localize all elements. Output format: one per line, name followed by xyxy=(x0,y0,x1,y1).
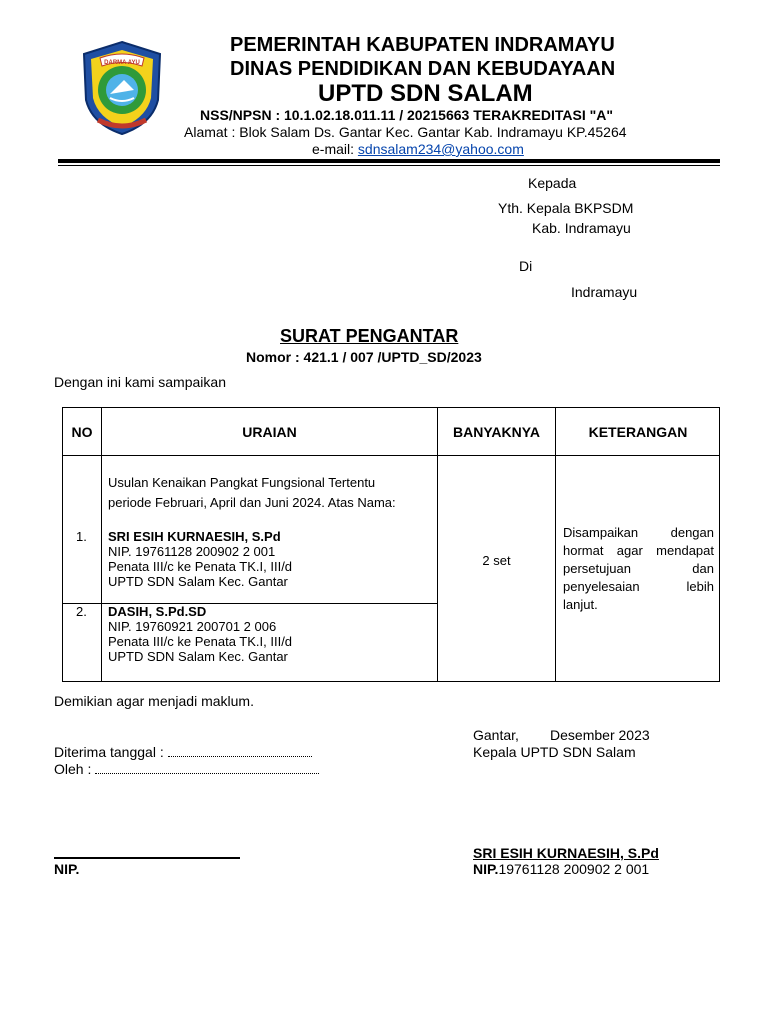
letterhead-email xyxy=(312,141,524,157)
svg-text:DARMA AYU: DARMA AYU xyxy=(104,60,140,66)
letter-title: SURAT PENGANTAR xyxy=(280,326,459,346)
email-link[interactable]: sdnsalam234@yahoo.com xyxy=(357,141,524,157)
signature-position: Kepala UPTD SDN Salam xyxy=(473,744,636,760)
row-no-1: 1. xyxy=(76,529,87,544)
signature-nip xyxy=(473,861,649,877)
employee-name: DASIH, S.Pd.SD xyxy=(108,604,207,619)
recipient-kab: Kab. Indramayu xyxy=(532,220,631,236)
receiver-signature-line xyxy=(54,857,240,859)
letter-number: Nomor : 421.1 / 007 /UPTD_SD/2023 xyxy=(246,349,482,365)
description-line: Usulan Kenaikan Pangkat Fungsional Tertentu xyxy=(108,475,376,490)
letterhead-rule-thick xyxy=(58,159,720,163)
letterhead-nss: NSS/NPSN : 10.1.02.18.011.11 / 20215663 TERAKREDITASI "A" xyxy=(200,107,613,123)
signature-place-date: Gantar, Desember 2023 xyxy=(473,727,650,743)
receiver-nip-label: NIP. xyxy=(54,861,80,877)
letterhead-rule-thin xyxy=(58,165,720,166)
employee-rank: Penata III/c ke Penata TK.I, III/d xyxy=(108,634,293,649)
signature-name: SRI ESIH KURNAESIH, S.Pd xyxy=(473,845,659,861)
table-row xyxy=(108,604,292,664)
received-date-label: Diterima tanggal : xyxy=(54,744,164,760)
description-line: periode Februari, April dan Juni 2024. Atas Nama: xyxy=(108,495,396,510)
remarks-line: lanjut. xyxy=(563,597,598,612)
indramayu-regency-logo xyxy=(80,40,164,136)
header-uraian: URAIAN xyxy=(242,423,297,440)
remarks-line: Disampaikan dengan xyxy=(563,525,714,540)
letter-intro: Dengan ini kami sampaikan xyxy=(54,374,226,390)
employee-rank: Penata III/c ke Penata TK.I, III/d xyxy=(108,559,293,574)
header-banyaknya: BANYAKNYA xyxy=(453,423,540,440)
remarks-line: hormat agar mendapat xyxy=(563,543,714,558)
received-date xyxy=(54,744,312,760)
header-keterangan: KETERANGAN xyxy=(588,423,688,440)
items-table xyxy=(62,407,720,682)
employee-nip: NIP. 19760921 200701 2 006 xyxy=(108,619,277,634)
table-row xyxy=(108,529,292,589)
letterhead-government: PEMERINTAH KABUPATEN INDRAMAYU xyxy=(230,34,615,56)
header-no: NO xyxy=(71,423,93,440)
letterhead-department: DINAS PENDIDIKAN DAN KEBUDAYAAN xyxy=(230,58,616,80)
letterhead-address: Alamat : Blok Salam Ds. Gantar Kec. Gantar Kab. Indramayu KP.45264 xyxy=(184,124,627,140)
email-label: e-mail: xyxy=(312,141,358,157)
recipient-kepada: Kepada xyxy=(528,175,577,191)
remarks-line: penyelesaian lebih xyxy=(563,579,714,594)
signature-nip-label: NIP. xyxy=(473,861,499,877)
received-by xyxy=(54,761,319,777)
table-header-rule xyxy=(63,455,719,456)
received-by-blank xyxy=(95,761,319,774)
item-description xyxy=(108,473,396,513)
recipient-yth: Yth. Kepala BKPSDM xyxy=(498,200,634,216)
remarks-line: persetujuan dan xyxy=(563,561,714,576)
recipient-di: Di xyxy=(519,258,533,274)
received-by-label: Oleh : xyxy=(54,761,92,777)
quantity-value: 2 set xyxy=(482,553,511,568)
remarks-text xyxy=(563,524,714,614)
letterhead-school: UPTD SDN SALAM xyxy=(318,80,533,107)
letter-closing: Demikian agar menjadi maklum. xyxy=(54,693,254,709)
employee-unit: UPTD SDN Salam Kec. Gantar xyxy=(108,649,288,664)
employee-nip: NIP. 19761128 200902 2 001 xyxy=(108,544,276,559)
row-no-2: 2. xyxy=(76,604,87,619)
employee-name: SRI ESIH KURNAESIH, S.Pd xyxy=(108,529,281,544)
signature-nip-value: 19761128 200902 2 001 xyxy=(498,861,650,877)
employee-unit: UPTD SDN Salam Kec. Gantar xyxy=(108,574,288,589)
recipient-city: Indramayu xyxy=(571,284,638,300)
received-date-blank xyxy=(168,744,312,757)
